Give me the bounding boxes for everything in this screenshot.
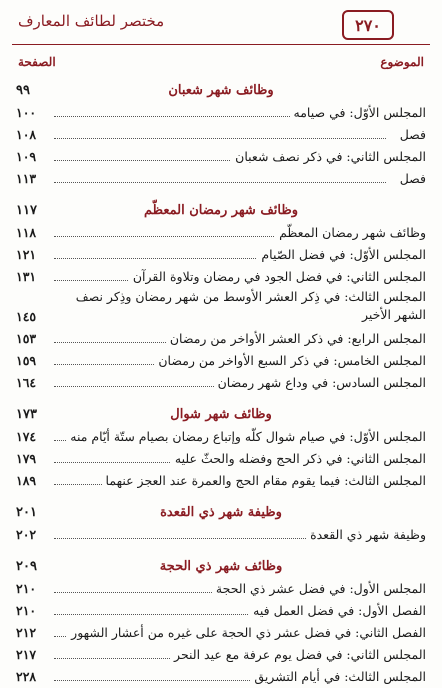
toc-entry[interactable] [16, 350, 426, 372]
section-spacer [16, 546, 426, 556]
toc-entry[interactable] [16, 266, 426, 288]
section-title-text: وظائف شهر رمضان المعظّم [144, 203, 298, 218]
toc-entry[interactable] [16, 666, 426, 688]
toc-entry-title: المجلس الأول: في فضل عشر ذي الحجة [212, 578, 426, 600]
section-heading [16, 404, 426, 426]
toc-entry-page: ٢١٢ [16, 625, 37, 640]
header-divider [12, 44, 430, 45]
column-headings [18, 55, 424, 71]
toc-entry[interactable] [16, 644, 426, 666]
dot-leader [54, 138, 386, 139]
toc-entry-page: ١٠٨ [16, 127, 37, 142]
toc-entry-title: المجلس الخامس: في ذكر السبع الأواخر من رمضان [154, 350, 426, 372]
toc-entry-title: المجلس الرابع: في ذكر العشر الأواخر من رمضان [166, 328, 426, 350]
toc-entry-page: ٢٢٨ [16, 669, 37, 684]
table-of-contents [16, 80, 426, 688]
toc-entry[interactable] [16, 124, 426, 146]
toc-entry[interactable] [16, 328, 426, 350]
toc-entry-page: ١١٨ [16, 225, 37, 240]
toc-entry-page: ٢١٠ [16, 581, 37, 596]
toc-entry-title: فصل [396, 124, 426, 146]
toc-entry[interactable] [16, 448, 426, 470]
section-page-number: ٢٠٩ [16, 559, 37, 574]
toc-entry-title: المجلس الثاني: في فضل يوم عرفة مع عيد النحر [170, 644, 426, 666]
toc-entry[interactable] [16, 426, 426, 448]
section-page-number: ٩٩ [16, 83, 30, 98]
section-spacer [16, 190, 426, 200]
toc-entry[interactable] [16, 288, 426, 328]
section-heading [16, 80, 426, 102]
toc-entry-page: ١٨٩ [16, 473, 37, 488]
section-page-number: ١١٧ [16, 203, 37, 218]
toc-entry[interactable] [16, 146, 426, 168]
toc-entry[interactable] [16, 244, 426, 266]
toc-entry-title: المجلس الثالث: فيما يقوم مقام الحج والعمرة عند العجز عنهما [102, 470, 426, 492]
toc-entry-page: ١٢١ [16, 247, 37, 262]
toc-entry-page: ١٧٩ [16, 451, 37, 466]
section-spacer [16, 492, 426, 502]
toc-entry[interactable] [16, 578, 426, 600]
page-header [12, 6, 430, 42]
toc-entry-title: المجلس السادس: في وداع شهر رمضان [214, 372, 426, 394]
toc-entry-title: فصل [396, 168, 426, 190]
dot-leader [54, 182, 386, 183]
toc-entry-page: ٢٠٢ [16, 527, 37, 542]
section-title-text: وظيفة شهر ذي القعدة [160, 505, 282, 520]
toc-entry-page: ١٥٩ [16, 353, 37, 368]
toc-entry[interactable] [16, 102, 426, 124]
section-page-number: ٢٠١ [16, 505, 37, 520]
page-number: ٢٧٠ [355, 15, 381, 35]
toc-entry-page: ١٥٣ [16, 331, 37, 346]
section-heading [16, 502, 426, 524]
toc-entry-page: ١٦٤ [16, 375, 37, 390]
toc-entry-title: المجلس الأوّل: في فضل الصّيام [257, 244, 426, 266]
topic-column-heading: الموضوع [380, 55, 424, 69]
toc-entry-title: المجلس الأوّل: في صيام شوال كلّه وإتباع رمضان بصيام ستّة أيّام منه [66, 426, 426, 448]
page-column-heading: الصفحة [18, 55, 56, 69]
toc-entry-page: ٢١٧ [16, 647, 37, 662]
toc-entry[interactable] [16, 222, 426, 244]
toc-entry-page: ١٠٩ [16, 149, 37, 164]
toc-entry-title: وظيفة شهر ذي القعدة [306, 524, 426, 546]
toc-entry-title: المجلس الثاني: في فضل الجود في رمضان وتلاوة القرآن [129, 266, 426, 288]
toc-entry-title: المجلس الأوّل: في صيامه [290, 102, 427, 124]
toc-entry[interactable] [16, 372, 426, 394]
toc-entry[interactable] [16, 168, 426, 190]
section-heading [16, 200, 426, 222]
toc-entry-page: ١١٣ [16, 171, 37, 186]
toc-entry-title: الفصل الأول: في فضل العمل فيه [249, 600, 426, 622]
section-spacer [16, 394, 426, 404]
book-title: مختصر لطائف المعارف [18, 12, 165, 30]
toc-entry-page: ١٣١ [16, 269, 37, 284]
page-number-badge [342, 10, 394, 40]
toc-entry[interactable] [16, 622, 426, 644]
toc-entry-title: الفصل الثاني: في فضل عشر ذي الحجة على غيره من أعشار الشهور [67, 622, 426, 644]
toc-entry-title: المجلس الثاني: في ذكر الحج وفضله والحثّ عليه [171, 448, 426, 470]
toc-entry-title: المجلس الثاني: في ذكر نصف شعبان [231, 146, 426, 168]
toc-entry-page: ٢١٠ [16, 603, 37, 618]
toc-entry[interactable] [16, 524, 426, 546]
section-title-text: وظائف شهر شعبان [168, 83, 274, 98]
toc-entry-page: ١٤٥ [16, 309, 37, 324]
toc-entry[interactable] [16, 600, 426, 622]
section-heading [16, 556, 426, 578]
section-title-text: وظائف شهر ذي الحجة [159, 559, 283, 574]
toc-entry-title: وظائف شهر رمضان المعظّم [275, 222, 426, 244]
toc-entry-page: ١٠٠ [16, 105, 37, 120]
toc-entry[interactable] [16, 470, 426, 492]
toc-entry-page: ١٧٤ [16, 429, 37, 444]
section-page-number: ١٧٣ [16, 407, 37, 422]
toc-entry-title: المجلس الثالث: في ذِكر العشر الأوسط من شهر رمضان وذِكر نصف الشهر الأخير [42, 288, 426, 324]
section-title-text: وظائف شهر شوال [170, 407, 272, 422]
toc-entry-title: المجلس الثالث: في أيام التشريق [250, 666, 426, 688]
